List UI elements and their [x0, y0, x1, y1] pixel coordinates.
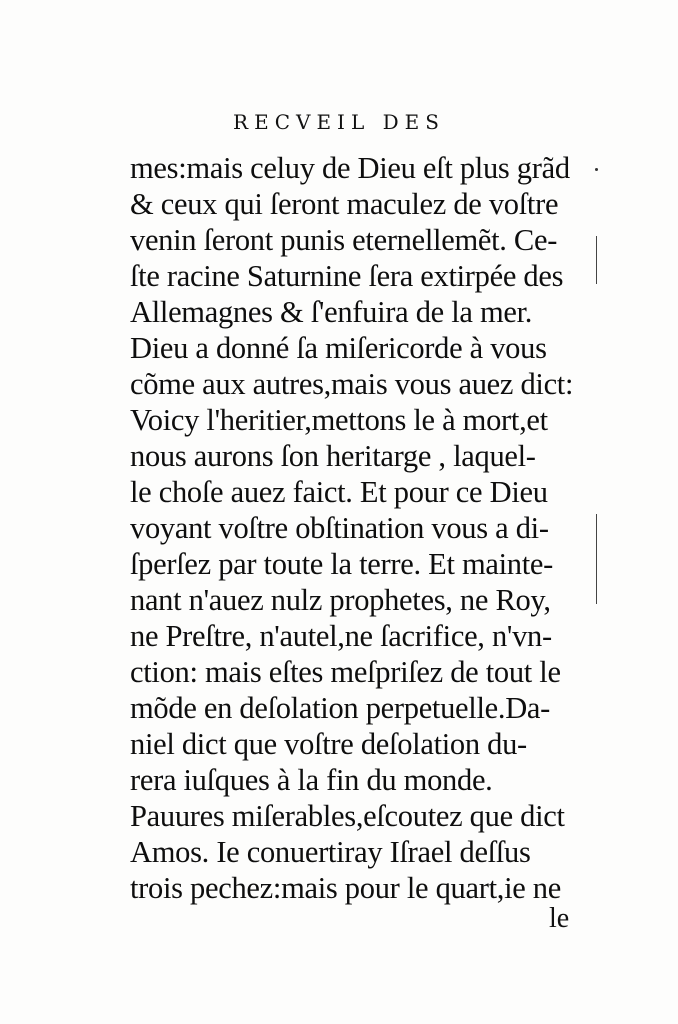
- text-line: venin ſeront punis eternellemẽt. Ce-: [130, 223, 558, 257]
- text-block: [130, 150, 600, 906]
- running-title: [0, 110, 678, 134]
- text-line: mes:mais celuy de Dieu eſt plus grãd: [130, 151, 570, 185]
- text-line: mõde en deſolation perpetuelle.Da-: [130, 691, 551, 725]
- text-line: Dieu a donné ſa miſericorde à vous: [130, 331, 547, 365]
- running-title-text: RECVEIL DES: [233, 110, 445, 134]
- text-line: Voicy l'heritier,mettons le à mort,et: [130, 403, 548, 437]
- text-line: cõme aux autres,mais vous auez dict:: [130, 367, 574, 401]
- ink-speck: [595, 168, 598, 171]
- margin-mark: [596, 514, 597, 604]
- text-line: & ceux qui ſeront maculez de voſtre: [130, 187, 559, 221]
- text-line: Amos. Ie conuertiray Iſrael deſſus: [130, 835, 531, 869]
- catchword: le: [549, 903, 570, 934]
- text-line: rera iuſques à la fin du monde.: [130, 763, 493, 797]
- text-line: ſte racine Saturnine ſera extirpée des: [130, 259, 564, 293]
- text-line: trois pechez:mais pour le quart,ie ne: [130, 871, 561, 905]
- text-line: ſperſez par toute la terre. Et mainte-: [130, 547, 554, 581]
- text-line: niel dict que voſtre deſolation du-: [130, 727, 527, 761]
- text-line: ne Preſtre, n'autel,ne ſacrifice, n'vn-: [130, 619, 552, 653]
- text-line: nant n'auez nulz prophetes, ne Roy,: [130, 583, 551, 617]
- text-line: voyant voſtre obſtination vous a di-: [130, 511, 549, 545]
- text-line: ction: mais eſtes meſpriſez de tout le: [130, 655, 561, 689]
- text-line: Pauures miſerables,eſcoutez que dict: [130, 799, 565, 833]
- text-line: Allemagnes & ſ'enfuira de la mer.: [130, 295, 533, 329]
- text-line: le choſe auez faict. Et pour ce Dieu: [130, 475, 548, 509]
- text-line: nous aurons ſon heritarge , laquel-: [130, 439, 536, 473]
- margin-mark: [596, 236, 597, 284]
